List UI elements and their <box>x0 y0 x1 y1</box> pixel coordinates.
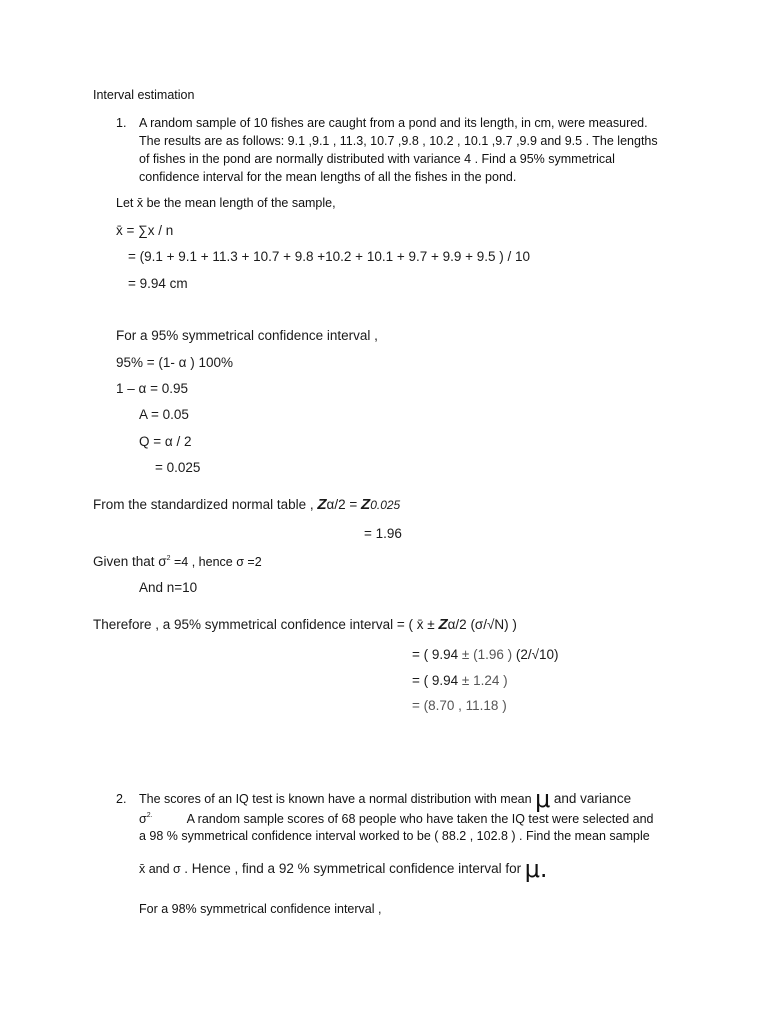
q2-line-4 <box>139 857 548 881</box>
given-line <box>93 555 262 569</box>
q2-sigma-superscript: 2. <box>146 812 153 819</box>
interval-result: = (8.70 , 11.18 ) <box>412 698 507 713</box>
q2-followup: For a 98% symmetrical confidence interval , <box>139 902 382 916</box>
mean-sum: = (9.1 + 9.1 + 11.3 + 10.7 + 9.8 +10.2 + 10.1 + 9.7 + 9.9 + 9.5 ) / 10 <box>128 249 531 264</box>
q2-line-1 <box>139 787 631 811</box>
interval-step-1-b: ± (1.96 ) <box>461 647 516 662</box>
given-rest: =4 , hence σ =2 <box>170 555 262 569</box>
q2-number: 2. <box>116 792 127 806</box>
given-superscript: 2 <box>166 555 171 562</box>
let-statement: Let x̄ be the mean length of the sample, <box>116 196 336 210</box>
therefore-line <box>93 617 517 632</box>
q2-line-1-b: and variance <box>553 791 632 806</box>
q1-line: confidence interval for the mean lengths of all the fishes in the pond. <box>139 170 517 184</box>
mu-symbol-2: μ. <box>524 855 548 883</box>
q2-line-2-rest: A random sample scores of 68 people who have taken the IQ test were selected and <box>186 812 654 826</box>
ci-equation-1: 95% = (1- α ) 100% <box>116 355 233 370</box>
z-symbol-2: Z <box>361 496 371 513</box>
n-value: And n=10 <box>139 580 198 595</box>
mu-symbol: μ <box>535 785 551 813</box>
ci-equation-2: 1 – α = 0.95 <box>116 381 188 396</box>
q2-sigma: σ <box>139 812 147 826</box>
z-subscript: 0.025 <box>370 498 401 512</box>
q1-line: The results are as follows: 9.1 ,9.1 , 11.3, 10.7 ,9.8 , 10.2 , 10.1 ,9.7 ,9.9 and 9.5 . The lengths <box>139 134 658 148</box>
ci-equation-3: A = 0.05 <box>139 407 189 422</box>
q1-line: of fishes in the pond are normally distributed with variance 4 . Find a 95% symmetrical <box>139 152 615 166</box>
q2-line-1-a: The scores of an IQ test is known have a normal distribution with mean <box>139 792 532 806</box>
z-symbol-3: Z <box>438 616 448 633</box>
interval-step-2-a: = ( 9.94 <box>412 673 462 688</box>
ci-equation-5: = 0.025 <box>155 460 201 475</box>
interval-step-1 <box>412 648 559 662</box>
therefore-rest: α/2 (σ/√N) ) <box>447 617 517 632</box>
normal-table-line <box>93 497 400 512</box>
therefore-prefix: Therefore , a 95% symmetrical confidence interval = ( x̄ ± <box>93 617 435 632</box>
interval-step-1-c: (2/√10) <box>515 647 559 662</box>
alpha-half: α/2 = <box>326 497 358 512</box>
interval-step-2 <box>412 674 508 688</box>
ci-intro: For a 95% symmetrical confidence interval , <box>116 328 378 343</box>
mean-result: = 9.94 cm <box>128 276 188 291</box>
z-value: = 1.96 <box>364 526 402 541</box>
q2-line-4-a: x̄ and σ <box>139 862 181 876</box>
interval-step-2-b: ± 1.24 ) <box>461 673 508 688</box>
normal-table-prefix: From the standardized normal table , <box>93 497 314 512</box>
ci-equation-4: Q = α / 2 <box>139 434 192 449</box>
z-symbol: Z <box>317 496 327 513</box>
interval-step-1-a: = ( 9.94 <box>412 647 462 662</box>
q1-line: A random sample of 10 fishes are caught from a pond and its length, in cm, were measured. <box>139 116 648 130</box>
document-title: Interval estimation <box>93 88 195 102</box>
q2-line-3: a 98 % symmetrical confidence interval worked to be ( 88.2 , 102.8 ) . Find the mean sample <box>139 829 650 843</box>
q2-line-4-b: . Hence , find a 92 % symmetrical confidence interval for <box>184 861 522 876</box>
given-prefix: Given that σ <box>93 554 167 569</box>
q2-line-2 <box>139 812 654 826</box>
q1-text <box>139 114 679 186</box>
q1-number: 1. <box>116 116 127 130</box>
mean-formula: x̄ = ∑x / n <box>116 223 174 238</box>
